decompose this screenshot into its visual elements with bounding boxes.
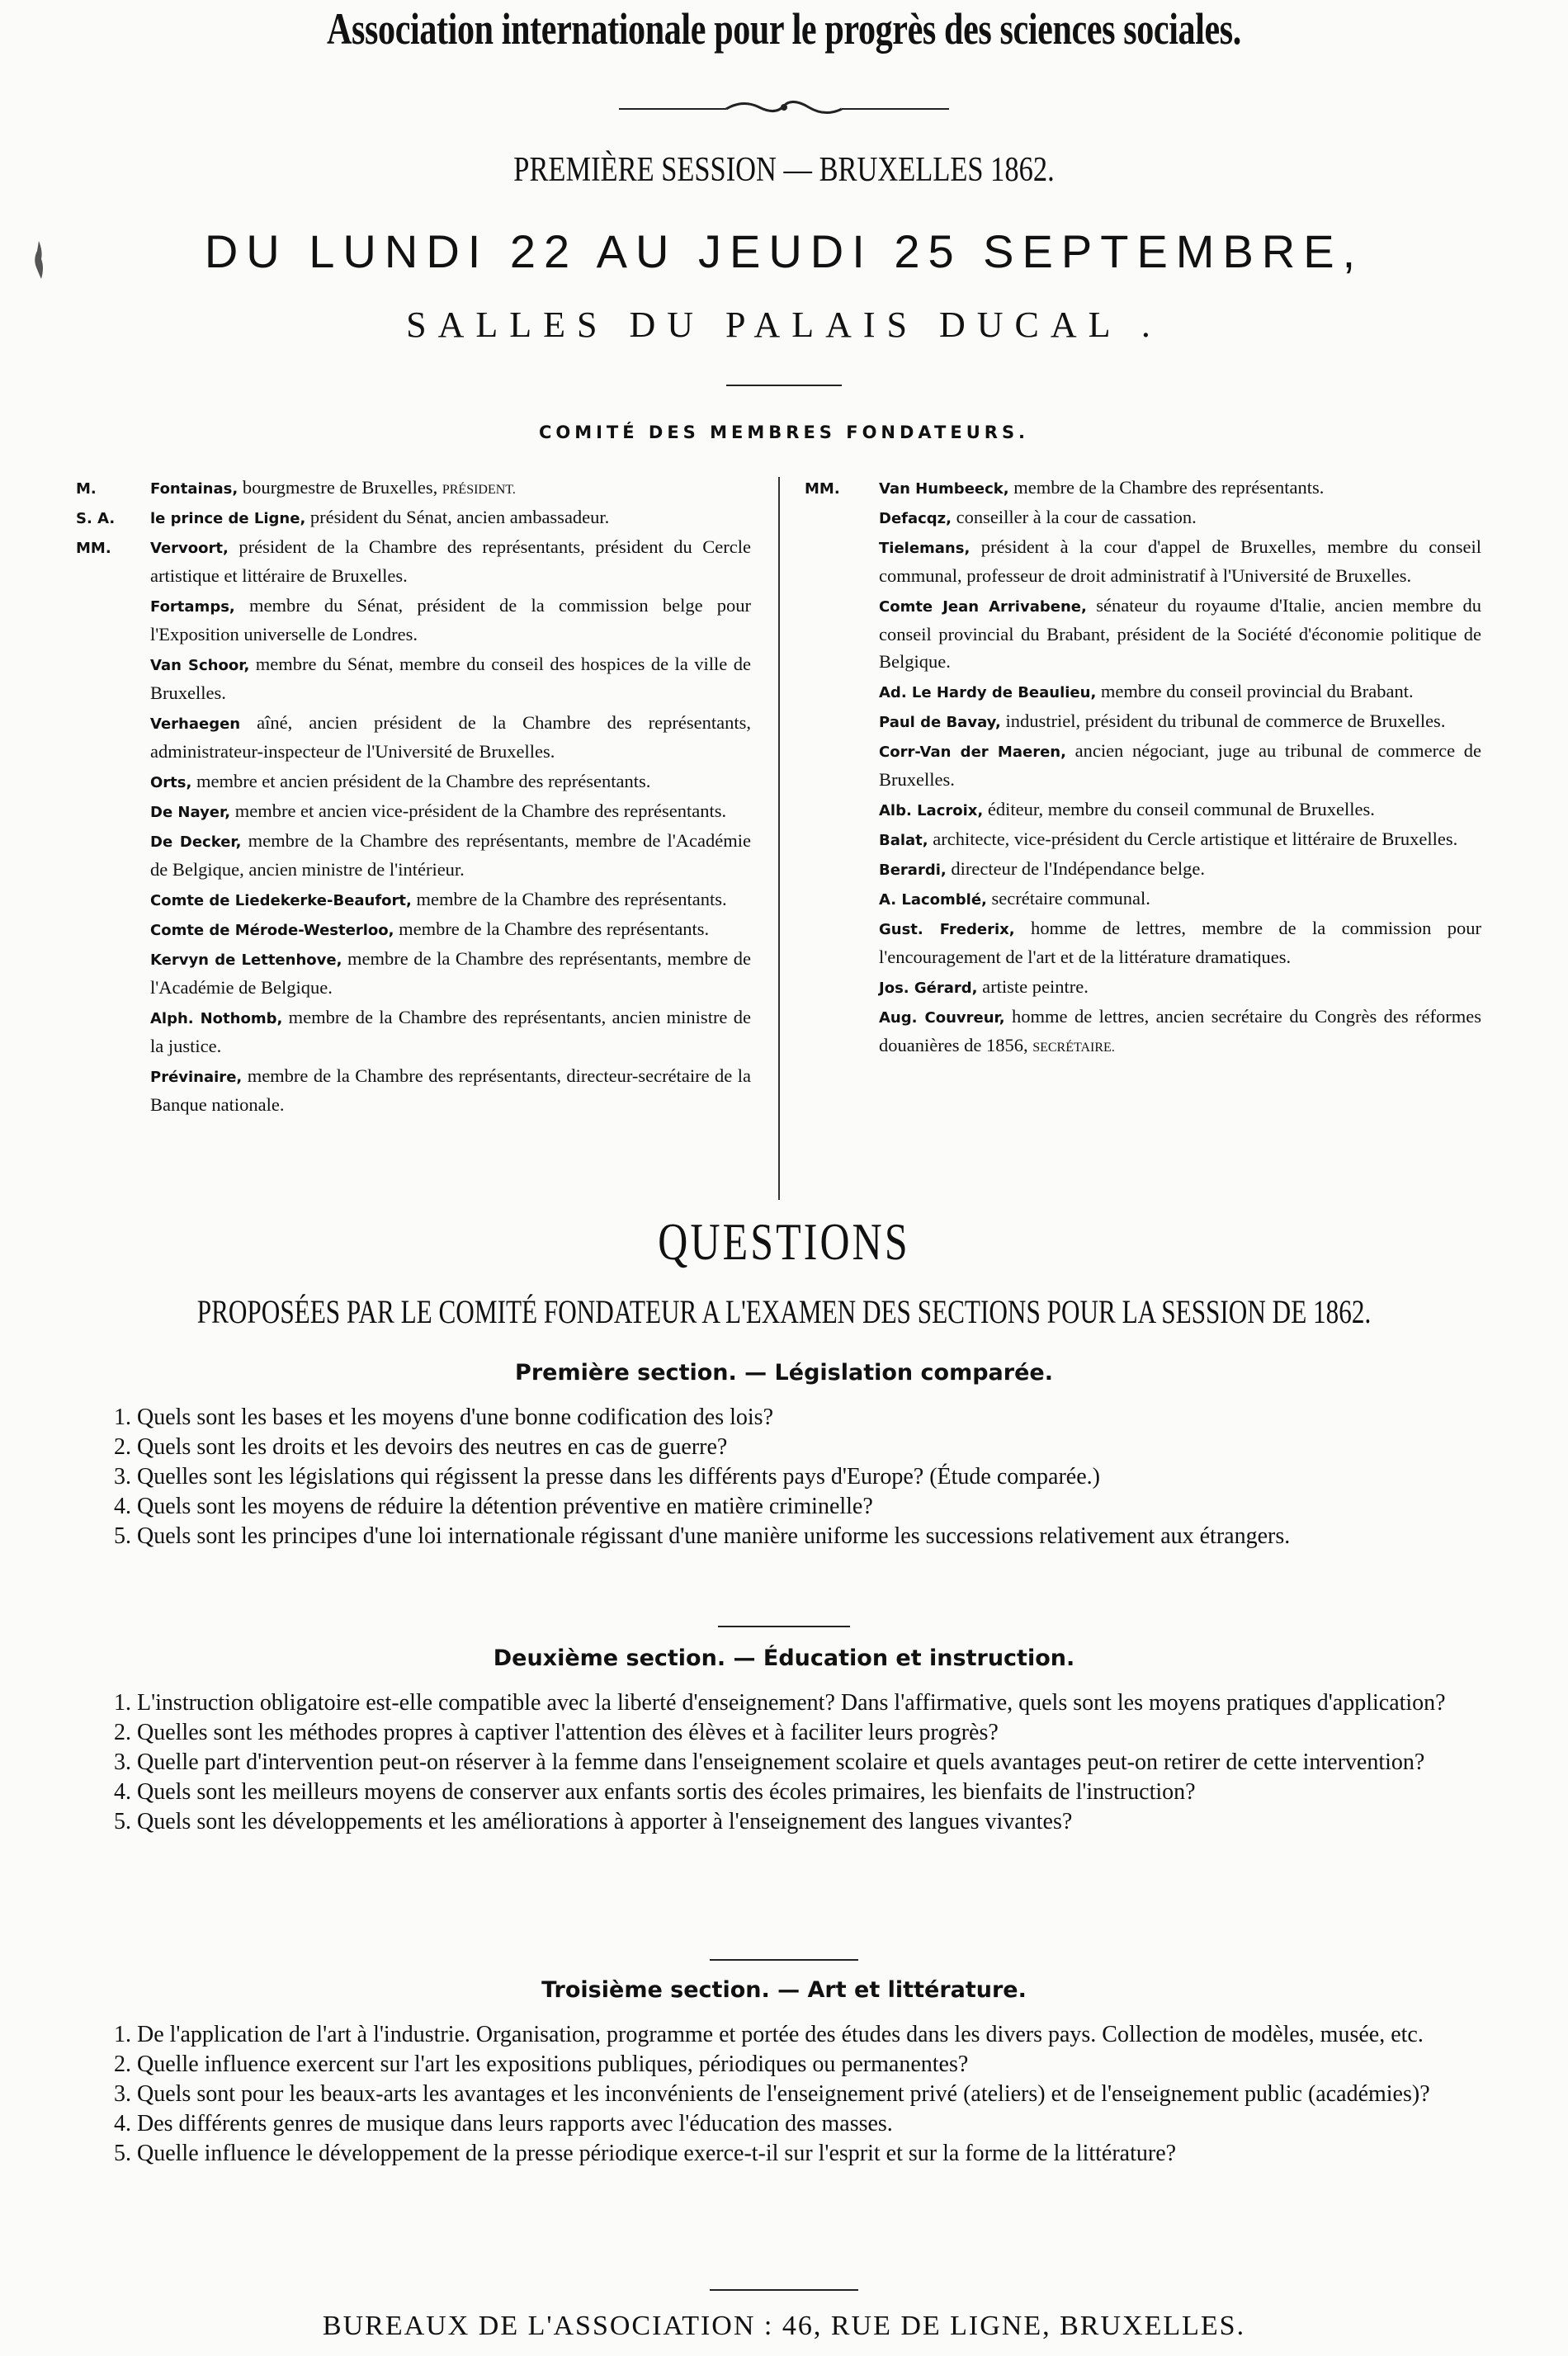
member-description: membre de la Chambre des représentants. (1008, 477, 1325, 498)
question-item: 2. Quelles sont les méthodes propres à captiver l'attention des élèves et à faciliter leurs progrès? (114, 1720, 999, 1745)
member-name: Fortamps, (150, 598, 235, 616)
member-prefix: MM. (805, 480, 840, 498)
member-description: bourgmestre de Bruxelles, (238, 477, 442, 498)
member-role: PRÉSIDENT. (442, 483, 516, 497)
question-item: 3. Quelle part d'intervention peut-on réserver à la femme dans l'enseignement scolaire et quels avantages peut-on retirer de cette intervention? (114, 1749, 1425, 1775)
question-item: 4. Des différents genres de musique dans leurs rapports avec l'éducation des masses. (114, 2111, 893, 2136)
committee-member (76, 474, 751, 503)
question-item: 5. Quels sont les développements et les améliorations à apporter à l'enseignement des langues vivantes? (114, 1809, 1073, 1834)
member-name: Comte de Mérode-Westerloo, (150, 922, 394, 939)
member-name: Vervoort, (150, 540, 229, 557)
divider-rule (718, 1626, 850, 1627)
question-list (73, 2020, 1485, 2169)
member-name: Prévinaire, (150, 1069, 243, 1086)
session-venue: SALLES DU PALAIS DUCAL . (406, 305, 1162, 345)
questions-subtitle: PROPOSÉES PAR LE COMITÉ FONDATEUR A L'EXAMEN DES SECTIONS POUR LA SESSION DE 1862. (196, 1293, 1372, 1330)
member-description: membre du Sénat, président de la commission belge pour l'Exposition universelle de Londres. (150, 595, 751, 644)
question-item: 4. Quels sont les moyens de réduire la détention préventive en matière criminelle? (114, 1494, 873, 1519)
member-name: Gust. Frederix, (879, 921, 1015, 938)
question-item: 3. Quels sont pour les beaux-arts les avantages et les inconvénients de l'enseignement privé (ateliers) et de l'enseignement public (académies)? (114, 2081, 1430, 2107)
member-name: Alph. Nothomb, (150, 1010, 283, 1027)
question-item: 1. De l'application de l'art à l'industrie. Organisation, programme et portée des études dans les divers pays. Collection de modèles, musée, etc. (114, 2022, 1424, 2047)
member-description: artiste peintre. (977, 976, 1089, 997)
member-description: membre et ancien président de la Chambre des représentants. (191, 771, 651, 791)
committee-member (805, 1003, 1481, 1061)
member-name: Balat, (879, 832, 928, 849)
member-name: Kervyn de Lettenhove, (150, 951, 342, 969)
member-description: secrétaire communal. (986, 888, 1150, 909)
member-description: directeur de l'Indépendance belge. (946, 858, 1205, 879)
member-description: membre de la Chambre des représentants, membre de l'Académie de Belgique. (150, 948, 751, 998)
members-right-column (805, 474, 1481, 1061)
member-prefix: M. (76, 480, 97, 498)
member-name: le prince de Ligne, (150, 510, 306, 527)
member-description: membre de la Chambre des représentants, directeur-secrétaire de la Banque nationale. (150, 1065, 751, 1115)
committee-member (805, 592, 1481, 678)
member-name: Tielemans, (879, 540, 971, 557)
member-description: président à la cour d'appel de Bruxelles, membre du conseil communal, professeur de droit administratif à l'Université de Bruxelles. (879, 536, 1481, 586)
committee-member (805, 474, 1481, 503)
member-name: Berardi, (879, 862, 947, 879)
committee-member (76, 503, 751, 533)
member-name: Alb. Lacroix, (879, 802, 984, 819)
member-description: président du Sénat, ancien ambassadeur. (305, 507, 610, 527)
flourish-ornament (619, 96, 949, 120)
committee-member (76, 709, 751, 767)
section-title: Troisième section. — Art et littérature. (541, 1977, 1027, 2003)
committee-member (805, 737, 1481, 796)
member-name: Van Schoor, (150, 657, 250, 674)
question-item: 1. L'instruction obligatoire est-elle compatible avec la liberté d'enseignement? Dans l'affirmative, quels sont les moyens pratiques d'application? (114, 1690, 1446, 1716)
member-description: membre de la Chambre des représentants. (394, 918, 710, 939)
member-prefix: S. A. (76, 510, 116, 527)
member-name: Van Humbeeck, (879, 480, 1009, 498)
questions-title: QUESTIONS (658, 1212, 910, 1271)
committee-member (76, 1003, 751, 1062)
member-name: Orts, (150, 774, 192, 791)
question-item: 3. Quelles sont les législations qui régissent la presse dans les différents pays d'Europe? (Étude comparée.) (114, 1464, 1100, 1490)
committee-member (805, 885, 1481, 914)
member-description: industriel, président du tribunal de commerce de Bruxelles. (1000, 711, 1446, 731)
committee-member (76, 533, 751, 592)
committee-member (805, 825, 1481, 855)
question-list (73, 1688, 1485, 1837)
divider-rule (726, 385, 842, 386)
committee-member (805, 796, 1481, 825)
committee-member (76, 885, 751, 915)
members-left-column (76, 474, 751, 1121)
member-name: Ad. Le Hardy de Beaulieu, (879, 684, 1097, 701)
question-item: 5. Quels sont les principes d'une loi internationale régissant d'une manière uniforme les successions relativement aux étrangers. (114, 1523, 1291, 1549)
section-title: Deuxième section. — Éducation et instruction. (493, 1645, 1075, 1671)
member-description: homme de lettres, ancien secrétaire du Congrès des réformes douanières de 1856, (879, 1006, 1481, 1055)
committee-member (76, 827, 751, 885)
committee-member (805, 973, 1481, 1003)
section-title: Première section. — Législation comparée. (515, 1360, 1053, 1386)
member-description: ancien négociant, juge au tribunal de commerce de Bruxelles. (879, 740, 1482, 790)
member-name: Comte Jean Arrivabene, (879, 598, 1087, 616)
committee-member (76, 592, 751, 650)
member-name: Defacqz, (879, 510, 952, 527)
member-description: membre de la Chambre des représentants. (411, 889, 727, 909)
committee-member (76, 915, 751, 945)
association-title: Association internationale pour le progrès des sciences sociales. (327, 4, 1241, 54)
member-prefix: MM. (76, 540, 111, 557)
question-item: 5. Quelle influence le développement de la presse périodique exerce-t-il sur l'esprit et sur la forme de la littérature? (114, 2141, 1177, 2166)
committee-member (76, 650, 751, 709)
committee-member (805, 707, 1481, 737)
session-line: PREMIÈRE SESSION — BRUXELLES 1862. (513, 151, 1055, 189)
member-description: sénateur du royaume d'Italie, ancien membre du conseil provincial du Brabant, président de la Société d'économie politique de Belgique. (879, 595, 1481, 672)
committee-member (805, 533, 1481, 592)
committee-heading: COMITÉ DES MEMBRES FONDATEURS. (538, 423, 1030, 442)
committee-member (76, 1062, 751, 1121)
member-name: Corr-Van der Maeren, (879, 744, 1066, 761)
question-list (73, 1403, 1485, 1551)
member-name: De Decker, (150, 833, 242, 851)
member-description: membre de la Chambre des représentants, ancien ministre de la justice. (150, 1007, 751, 1056)
margin-mark (31, 239, 46, 281)
member-name: A. Lacomblé, (879, 891, 987, 909)
member-description: conseiller à la cour de cassation. (952, 507, 1197, 527)
member-description: membre de la Chambre des représentants, membre de l'Académie de Belgique, ancien ministre de l'intérieur. (150, 830, 751, 880)
member-description: membre et ancien vice-président de la Chambre des représentants. (230, 800, 727, 821)
member-description: éditeur, membre du conseil communal de Bruxelles. (983, 799, 1375, 819)
committee-member (76, 797, 751, 827)
member-description: aîné, ancien président de la Chambre des représentants, administrateur-inspecteur de l'Université de Bruxelles. (150, 712, 751, 762)
member-description: architecte, vice-président du Cercle artistique et littéraire de Bruxelles. (928, 829, 1458, 849)
member-name: Verhaegen (150, 715, 241, 733)
member-name: Paul de Bavay, (879, 714, 1001, 731)
divider-rule (710, 1959, 858, 1961)
member-name: Jos. Gérard, (879, 980, 978, 997)
question-item: 2. Quels sont les droits et les devoirs des neutres en cas de guerre? (114, 1434, 728, 1460)
member-name: Fontainas, (150, 480, 239, 498)
member-description: membre du Sénat, membre du conseil des hospices de la ville de Bruxelles. (150, 654, 751, 703)
committee-member (805, 503, 1481, 533)
member-name: Aug. Couvreur, (879, 1009, 1005, 1027)
committee-member (805, 855, 1481, 885)
committee-member (805, 678, 1481, 707)
member-description: homme de lettres, membre de la commission pour l'encouragement de l'art et de la littérature dramatiques. (879, 918, 1481, 967)
committee-member (805, 914, 1481, 973)
footer-address: BUREAUX DE L'ASSOCIATION : 46, RUE DE LIGNE, BRUXELLES. (322, 2311, 1246, 2341)
member-role: SECRÉTAIRE. (1032, 1041, 1115, 1055)
member-name: Comte de Liedekerke-Beaufort, (150, 892, 412, 909)
column-divider (778, 477, 780, 1200)
question-item: 2. Quelle influence exercent sur l'art les expositions publiques, périodiques ou permanentes? (114, 2051, 969, 2077)
session-dates: DU LUNDI 22 AU JEUDI 25 SEPTEMBRE, (204, 225, 1364, 277)
divider-rule (710, 2289, 858, 2291)
committee-member (76, 945, 751, 1003)
question-item: 1. Quels sont les bases et les moyens d'une bonne codification des lois? (114, 1405, 773, 1430)
question-item: 4. Quels sont les meilleurs moyens de conserver aux enfants sortis des écoles primaires, les bienfaits de l'instruction? (114, 1779, 1196, 1805)
member-description: président de la Chambre des représentants, président du Cercle artistique et littéraire de Bruxelles. (150, 536, 751, 586)
member-description: membre du conseil provincial du Brabant. (1096, 681, 1414, 701)
committee-member (76, 767, 751, 797)
member-name: De Nayer, (150, 804, 231, 821)
